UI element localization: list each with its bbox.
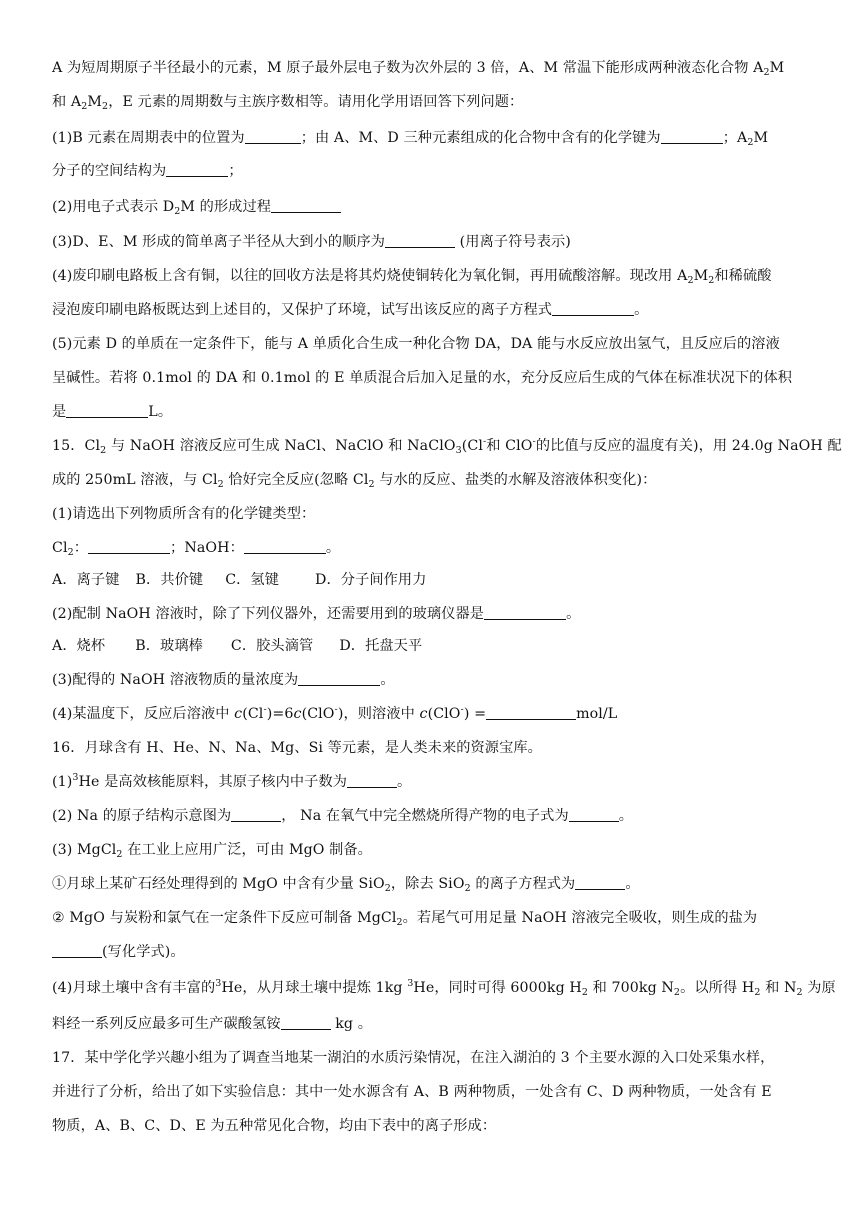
answer-blank[interactable] (281, 1015, 331, 1030)
option-c[interactable]: C．氢键 (225, 572, 280, 588)
q16-part-4-line-2: 料经一系列反应最多可生产碳酸氢铵 kg 。 (52, 1016, 372, 1032)
q15-part-4: (4)某温度下，反应后溶液中 c(Cl-)=6c(ClO-)，则溶液中 c(ClO-) = mol/L (52, 704, 618, 722)
answer-blank[interactable] (244, 539, 326, 554)
q14-part-5-line-1: (5)元素 D 的单质在一定条件下，能与 A 单质化合生成一种化合物 DA，DA 能与水反应放出氢气，且反应后的溶液 (52, 336, 780, 352)
answer-blank[interactable] (575, 875, 625, 890)
q15-part-1: (1)请选出下列物质所含有的化学键类型： (52, 506, 316, 522)
q15-part-2: (2)配制 NaOH 溶液时，除了下列仪器外，还需要用到的玻璃仪器是 。 (52, 606, 581, 622)
q15-part-1-answers: $Cl_2$： ；NaOH： 。 (52, 540, 341, 558)
answer-blank[interactable] (347, 773, 397, 788)
q15-bond-options (52, 570, 812, 590)
answer-blank[interactable] (66, 403, 148, 418)
answer-blank[interactable] (271, 198, 341, 213)
q15-instrument-options (52, 636, 812, 656)
q16-part-4-line-1: (4)月球土壤中含有丰富的$^3$He，从月球土壤中提炼 1kg $^3$He，同时可得 6000kg $H_2$ 和 700kg $N_2$。以所得 $H_2$ 和 $N_2$ 为原 (52, 978, 836, 998)
option-c[interactable]: C．胶头滴管 (230, 638, 314, 654)
answer-blank[interactable] (552, 301, 634, 316)
q17-line-3: 物质，A、B、C、D、E 为五种常见化合物，均由下表中的离子形成： (52, 1118, 497, 1134)
answer-blank[interactable] (486, 705, 576, 720)
option-a[interactable]: A．烧杯 (52, 638, 106, 654)
q17-line-1: 17．某中学化学兴趣小组为了调查当地某一湖泊的水质污染情况，在注入湖泊的 3 个主要水源的入口处采集水样， (52, 1050, 775, 1066)
q14-part-5-line-3: 是 L。 (52, 404, 173, 420)
q17-line-2: 并进行了分析，给出了如下实验信息：其中一处水源含有 A、B 两种物质，一处含有 C、D 两种物质，一处含有 E (52, 1084, 772, 1100)
q15-part-3: (3)配得的 NaOH 溶液物质的量浓度为 。 (52, 672, 395, 688)
q14-part-5-line-2: 呈碱性。若将 0.1mol 的 DA 和 0.1mol 的 E 单质混合后加入足量的水，充分反应后生成的气体在标准状况下的体积 (52, 370, 793, 386)
option-a[interactable]: A．离子键 (52, 572, 120, 588)
q16-part-3: (3) MgCl$_2$ 在工业上应用广泛，可由 MgO 制备。 (52, 842, 372, 860)
answer-blank[interactable] (52, 943, 102, 958)
answer-blank[interactable] (385, 233, 455, 248)
q16-part-3-item-2: ② MgO 与炭粉和氯气在一定条件下反应可制备 MgCl$_2$。若尾气可用足量 NaOH 溶液完全吸收，则生成的盐为 (52, 910, 758, 928)
q14-part-4-line-1: (4)废印刷电路板上含有铜，以往的回收方法是将其灼烧使铜转化为氧化铜，再用硫酸溶解。现改用 $A_2M_2$和稀硫酸 (52, 268, 772, 286)
q15-stem-line-2: 成的 250mL 溶液，与 $Cl_2$ 恰好完全反应(忽略 $Cl_2$ 与水的反应、盐类的水解及溶液体积变化)： (52, 472, 657, 490)
answer-blank[interactable] (231, 807, 281, 822)
q14-part-1-line-2: 分子的空间结构为 ； (52, 163, 243, 179)
answer-blank[interactable] (166, 162, 228, 177)
answer-blank[interactable] (569, 807, 619, 822)
answer-blank[interactable] (661, 129, 723, 144)
q14-part-3: (3)D、E、M 形成的简单离子半径从大到小的顺序为 (用离子符号表示) (52, 234, 571, 250)
q16-part-3-item-1: ①月球上某矿石经处理得到的 MgO 中含有少量 SiO$_2$，除去 SiO$_2$ 的离子方程式为 。 (52, 876, 640, 894)
option-d[interactable]: D．分子间作用力 (315, 572, 427, 588)
answer-blank[interactable] (245, 129, 301, 144)
q16-stem: 16．月球含有 H、He、N、Na、Mg、Si 等元素，是人类未来的资源宝库。 (52, 740, 542, 756)
q14-part-4-line-2: 浸泡废印刷电路板既达到上述目的，又保护了环境，试写出该反应的离子方程式 。 (52, 302, 649, 318)
option-b[interactable]: B．玻璃棒 (135, 638, 203, 654)
answer-blank[interactable] (298, 671, 380, 686)
intro-line-2: 和 $A_2M_2$，E 元素的周期数与主族序数相等。请用化学用语回答下列问题： (52, 94, 524, 112)
q16-part-1: $(1)^3He$ 是高效核能原料，其原子核内中子数为 。 (52, 772, 412, 790)
option-b[interactable]: B．共价键 (135, 572, 204, 588)
q14-part-2: (2)用电子式表示 $D_2M$ 的形成过程 (52, 197, 812, 217)
option-d[interactable]: D．托盘天平 (339, 638, 423, 654)
q16-part-2: (2) Na 的原子结构示意图为 ， Na 在氧气中完全燃烧所得产物的电子式为 。 (52, 808, 634, 824)
answer-blank[interactable] (484, 605, 566, 620)
q16-part-3-item-2-cont: (写化学式)。 (52, 942, 812, 962)
q14-part-1-line-1: (1)B 元素在周期表中的位置为 ；由 A、M、D 三种元素组成的化合物中含有的化学键为 ；$A_2M$ (52, 130, 769, 148)
q15-stem-line-1: 15．$Cl_2$ 与 NaOH 溶液反应可生成 NaCl、NaClO 和 NaClO$_3$(Cl-和 ClO-的比值与反应的温度有关)，用 24.0g NaOH 配 (52, 436, 842, 456)
intro-line-1: A 为短周期原子半径最小的元素，M 原子最外层电子数为次外层的 3 倍，A、M 常温下能形成两种液态化合物 $A_2M$ (52, 60, 785, 78)
answer-blank[interactable] (88, 539, 170, 554)
